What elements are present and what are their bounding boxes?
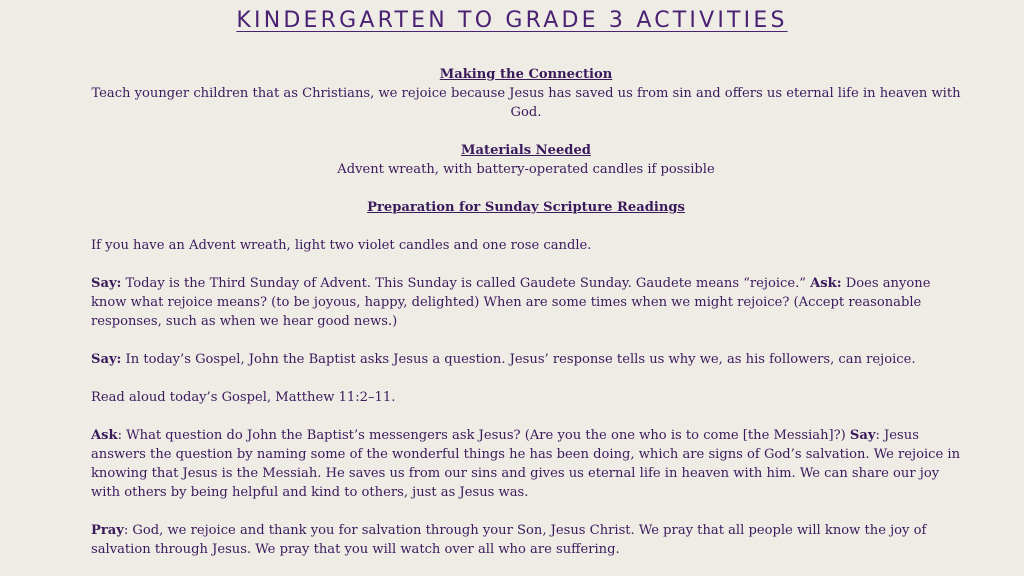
say-paragraph-2: Say: In today’s Gospel, John the Baptist asks Jesus a question. Jesus’ response tells us why we, as his followers, can rejoice. [91, 352, 916, 367]
pray-label: Pray [91, 523, 124, 538]
ask-label: Ask: [810, 276, 842, 291]
read-paragraph: Read aloud today’s Gospel, Matthew 11:2–11. [91, 390, 396, 405]
ask-paragraph: Ask: What question do John the Baptist’s messengers ask Jesus? (Are you the one who is to come [the Messiah]?) Say: Jesus answers the question by naming some of the wonderful things he has been doing, which are signs of God’s salvation. We rejoice in knowing that Jesus is the Messiah. He saves us from our sins and gives us eternal life in heaven with him. We can share our joy with others by being helpful and kind to others, just as Jesus was. [91, 428, 961, 500]
say-label: Say: [91, 276, 122, 291]
say-label: Say: [91, 352, 122, 367]
say-paragraph-1: Say: Today is the Third Sunday of Advent. This Sunday is called Gaudete Sunday. Gaudete means “rejoice.” Ask: Does anyone know what rejoice means? (to be joyous, happy, delighted) When are some times when we might rejoice? (Accept reasonable responses, such as when we hear good news.) [91, 276, 931, 329]
ask-label: Ask [91, 428, 118, 443]
say-label: Say [849, 428, 876, 443]
wreath-paragraph: If you have an Advent wreath, light two violet candles and one rose candle. [91, 238, 592, 253]
preparation-heading: Preparation for Sunday Scripture Readings [367, 200, 685, 215]
making-connection-text: Teach younger children that as Christians, we rejoice because Jesus has saved us from sin and offers us eternal life in heaven with God. [91, 86, 961, 120]
making-connection-heading: Making the Connection [439, 67, 613, 82]
page-title: KINDERGARTEN TO GRADE 3 ACTIVITIES [236, 8, 788, 33]
materials-heading: Materials Needed [461, 143, 591, 158]
activity-body [91, 65, 961, 559]
materials-text: Advent wreath, with battery-operated candles if possible [337, 162, 715, 177]
pray-paragraph: Pray: God, we rejoice and thank you for salvation through your Son, Jesus Christ. We pray that all people will know the joy of salvation through Jesus. We pray that you will watch over all who are suffering. [91, 523, 927, 557]
